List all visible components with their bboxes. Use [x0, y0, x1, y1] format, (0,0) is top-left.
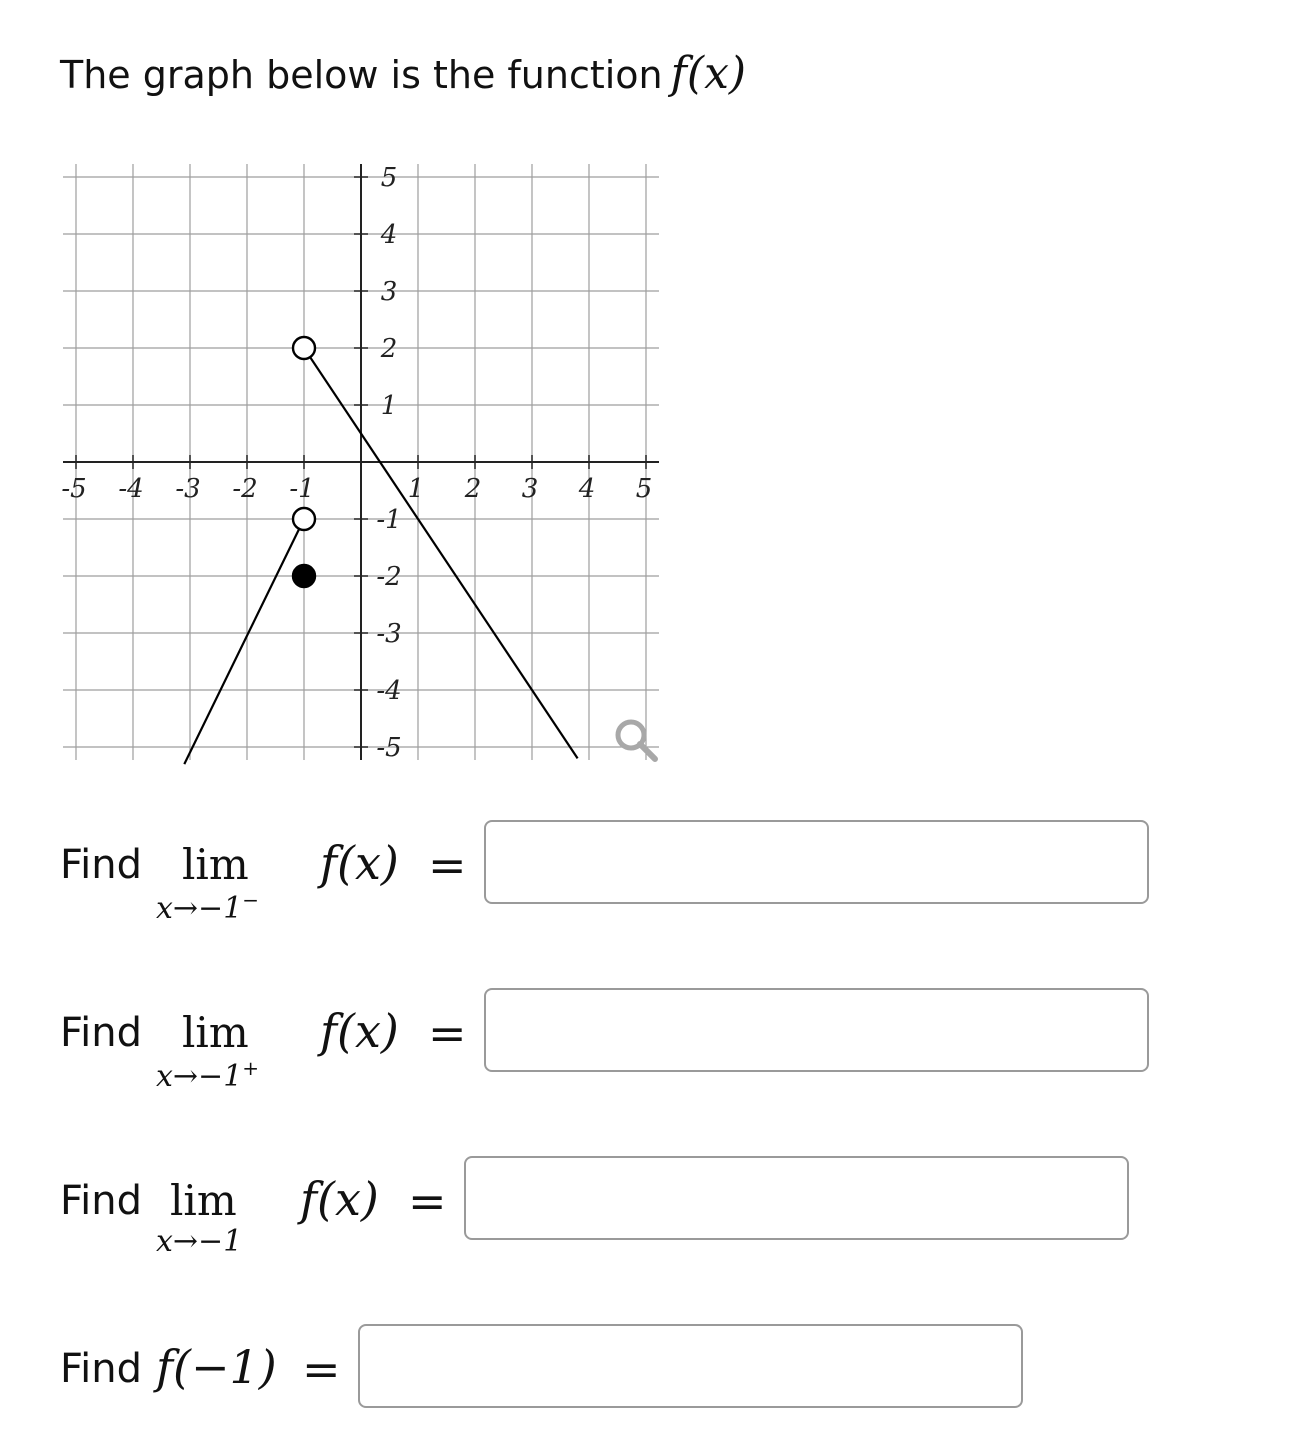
- open-point: [293, 508, 315, 530]
- x-tick-label: -4: [118, 474, 144, 504]
- question-4: [60, 1340, 1160, 1450]
- equals-sign: =: [302, 1342, 341, 1396]
- x-tick-label: -3: [175, 474, 201, 504]
- limit-subscript: x→−1−: [156, 888, 260, 926]
- y-tick-label: -2: [376, 562, 402, 592]
- find-label: Find: [60, 1010, 142, 1056]
- y-tick-label: -5: [376, 733, 402, 763]
- question-3: [60, 1172, 1160, 1282]
- equals-sign: =: [408, 1174, 447, 1228]
- graph-segment: [304, 348, 578, 758]
- lim-label: lim: [182, 1008, 249, 1057]
- find-label: Find: [60, 1346, 142, 1392]
- problem-heading: [60, 48, 746, 99]
- answer-input-left-limit[interactable]: [484, 820, 1149, 904]
- limit-subscript: x→−1+: [156, 1056, 260, 1094]
- y-tick-label: -3: [376, 619, 402, 649]
- x-tick-label: -2: [232, 474, 258, 504]
- lim-label: lim: [182, 840, 249, 889]
- heading-text: The graph below is the function: [60, 53, 663, 97]
- x-tick-label: 2: [464, 474, 482, 504]
- limit-subscript: x→−1: [156, 1224, 243, 1259]
- closed-point: [293, 565, 315, 587]
- open-point: [293, 337, 315, 359]
- y-tick-label: 4: [380, 220, 398, 250]
- x-tick-label: -5: [61, 474, 87, 504]
- answer-input-two-sided-limit[interactable]: [464, 1156, 1129, 1240]
- x-tick-label: 4: [578, 474, 596, 504]
- y-tick-label: 3: [380, 277, 398, 307]
- function-label: f(x): [320, 1004, 399, 1058]
- y-tick-label: 2: [380, 334, 398, 364]
- find-label: Find: [60, 1178, 142, 1224]
- x-tick-label: 3: [521, 474, 539, 504]
- x-tick-label: -1: [289, 474, 315, 504]
- equals-sign: =: [428, 838, 467, 892]
- graph-segment: [184, 519, 304, 764]
- question-2: [60, 1004, 1160, 1114]
- function-label: f(x): [300, 1172, 379, 1226]
- heading-function: f(x): [670, 48, 747, 99]
- axes: [63, 164, 659, 760]
- y-tick-label: 5: [380, 163, 398, 193]
- magnifier-icon[interactable]: [618, 722, 655, 759]
- function-label: f(x): [320, 836, 399, 890]
- x-tick-label: 5: [635, 474, 653, 504]
- answer-input-function-value[interactable]: [358, 1324, 1023, 1408]
- function-value-label: f(−1): [156, 1340, 277, 1394]
- question-1: [60, 836, 1160, 946]
- x-tick-label: 1: [407, 474, 425, 504]
- lim-label: lim: [170, 1176, 237, 1225]
- find-label: Find: [60, 842, 142, 888]
- equals-sign: =: [428, 1006, 467, 1060]
- answer-input-right-limit[interactable]: [484, 988, 1149, 1072]
- function-graph: [56, 155, 666, 765]
- y-tick-label: 1: [380, 391, 398, 421]
- y-tick-label: -1: [376, 505, 402, 535]
- y-tick-label: -4: [376, 676, 402, 706]
